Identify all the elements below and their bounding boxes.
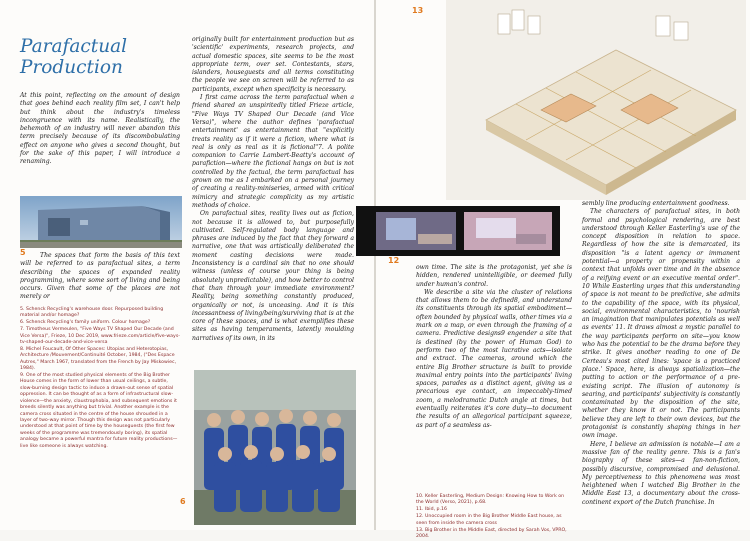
footnote: 12. Unoccupied room in the Big Brother Middle East house, as seen from inside the camera cross (416, 514, 562, 526)
footnotes-right (416, 494, 572, 541)
left-page (0, 0, 374, 530)
col2-paragraph: I first came across the term parafactual when a friend shared an unspiritedly titled Frieze article, "Five Ways TV Shaped Our Decade (and Vice Versa)", where the author defines 'parafactual entertainment' as entertainment that "explicitly treats reality as if it were a fiction, where what is real is only as real as it is fictional"7. A polite companion to Carrie Lambert-Beatty's account of parafiction—where the fictional hangs on but is not controlled by the factual, the term parafactual has grown on me as I embarked on a personal journey of creating a reality-miniseries, armed with critical mimicry and strategic complicity as my artistic methods of choice. (192, 94, 354, 209)
col2-paragraph: originally built for entertainment production but as 'scientific' experiments, research projects, and actual domestic spaces, site seems to be the most appropriate term, over set. Contestants, stars, islanders, houseguests and all terms constituting the people we see on screen will be referred to as participants, except when specificity is necessary. (192, 36, 354, 93)
photo-family-uniforms (194, 370, 356, 525)
column-4 (582, 200, 740, 507)
figure-number-12: 12 (388, 256, 400, 265)
footnote: 8. Michel Foucault, Of Other Spaces: Utopias and Heterotopias, Architecture /Mouvement/Continuité October, 1984, ("Des Espace Autres," March 1967, translated from the French by Jay Miskowiec, 1984). (20, 346, 177, 372)
col3-paragraph: own time. The site is the protagonist, yet she is hidden, rendered unintelligible, or deemed fully under human's control. (416, 264, 572, 288)
intro-paragraph: At this point, reflecting on the amount of design that goes behind each reality film set, I can't help but think about the industry's timeless incongruence with its name. Realistically, the behemoth of an industry will never abandon this term precisely because of its discombobulating effect on anyone who gives a second thought, but for the sake of this paper, I will introduce a renaming. (20, 92, 180, 166)
col4-paragraph: The characters of parafactual sites, in both formal and psychological rendering, are best understood through Keller Easterling's use of the concept disposition in relation to space. Regardless of how the site is demarcated, its disposition "is a latent agency or immanent potential—a property or propensity within a context that unfolds over time and in the absence of a reifying event or an executive mental order". 10 While Easterling urges that this understanding of space is not meant to be predictive, she admits to the capability of the space, with its physical, social, environmental characteristics, to 'nourish an imagination that manipulates potentials as well as events' 11. It draws almost a mystic parallel to the way participants perform on site—you know who has the potential to be the drama before they strike. It gives another reading to one of De Certeau's most cited lines: 'space is a practiced place.' Space, here, is always spatialization—the putting to action or the performance of a pre-existing script. The illusion of autonomy is searing, and participants' subjectivity is constantly contaminated by the disposition of the site, whether they know it or not. The participants believe they are left to their own devices, but the protagonist is constantly shaping things in her own image. (582, 208, 740, 440)
model-illustration (446, 0, 746, 200)
figure-number-5: 5 (20, 248, 26, 257)
warehouse-illustration (20, 196, 182, 248)
footnote: 9. One of the most studied physical elements of the Big Brother House comes in the form of lower than usual ceilings, a subtle, slow-burning design tactic to induce a drawn-out sense of spatial oppression. It can be thought of as a form of infrastructural slow-violence—the anxiety, claustrophobia, and subsequent emotions it breeds silently was anything but trivial. Another example is the camera cross situated in the centre of the house shrouded in a layer of two-way mirror. Though this design was not particularly understood at that point of time by the houseguests (the first few weeks of the programme was tremendously boring), its spatial analogy became a powerful mantra for future reality productions—live like someone is always watching. (20, 373, 178, 449)
section-title (20, 36, 180, 78)
title-line-1: Parafactual (20, 36, 128, 57)
col4-paragraph: Here, I believe an admission is notable—I am a massive fan of the reality genre. This is a fan's biography of these sites—a fan-non-fiction, possibly discursive, compromised and delusional. My perceptiveness to this phenomena was most heightened when I watched Big Brother in the Middle East 13, a documentary about the cross-continent export of the Dutch franchise. In (582, 440, 740, 506)
column-3 (416, 264, 572, 430)
footnote: 7. Timotheus Vermeulen, "Five Ways TV Shaped Our Decade (and Vice Versa)", Frieze, 10 Dec 2019, www.frieze.com/article/five-ways-tv-shaped-our-decade-and-vice-versa (20, 327, 180, 346)
dual-room-illustration (356, 206, 560, 256)
col1-paragraph: The spaces that form the basis of this text will be referred to as parafactual sites, a term describing the spaces of expanded reality programming, where some sort of living and being occurs. Given that some of the places are not merely or (20, 252, 180, 301)
photo-architectural-model (446, 0, 746, 200)
footnote: 13. Big Brother in the Middle East, directed by Sarah Vos, VPRO, 2004. (416, 527, 567, 539)
footnotes-left (20, 307, 180, 450)
right-page (376, 0, 750, 539)
figure-number-13: 13 (412, 6, 424, 15)
col4-paragraph: sembly line producing entertainment goodness. (582, 200, 730, 207)
photo-warehouse (20, 196, 182, 248)
photo-camera-cross-views (356, 206, 560, 256)
column-2 (192, 36, 354, 343)
footnote: 10. Keller Easterling, Medium Design: Knowing How to Work on the World (Verso, 2021), p.68. (416, 494, 565, 506)
footnote: 11. Ibid, p.16 (416, 507, 447, 513)
col2-paragraph: On parafactual sites, reality lives out as fiction, not because it is allowed to, but purposefully cultivated. Self-regulated body language and phrases are induced by the fact that they forward a narrative, one that was artistically deliberated the moment casting decisions were made. Inconsistency is a cardinal sin that no one should witness (unless of course your thing is being absolutely unpredictable), and how better to control that than through your immediate environment? Reality, being something constantly produced, organically or not, is unceasing. And it is this incessantness of living/being/surviving that is at the core of these spaces, and is what exemplifies these sites as having temperaments, latently moulding narratives of its own, in its (192, 210, 354, 342)
title-line-2: Production (20, 57, 123, 78)
figure-number-6: 6 (180, 497, 186, 506)
footnote: 5. Schenck Recycling's warehouse door. Repurposed building material and/or homage? (20, 307, 164, 319)
group-photo-illustration (194, 370, 356, 525)
col3-paragraph: We describe a site via the cluster of relations that allows them to be defined8, and understand its constituents through its spatial embodiment—often bounded by physical walls, other times via a mark on a map, or even through the framing of a camera. Predictive designs9 engender a site that is destined (by the power of Human God) to perform two of the most lucrative acts—isolate and extract. The cameras, around which the entire Big Brother structure is built to provide maximal entry points into the participants' living spaces, parades as a distinct agent, giving us a precarious eye contact, an impeccably-timed zoom, a melodramatic Dutch angle at times, but eventually reiterates it's core duty—to document the results of an allegorical participant squeeze, as part of a seamless as- (416, 288, 572, 429)
footnote: 6. Schenck Recycling's family uniform. Colour homage? (20, 320, 151, 326)
